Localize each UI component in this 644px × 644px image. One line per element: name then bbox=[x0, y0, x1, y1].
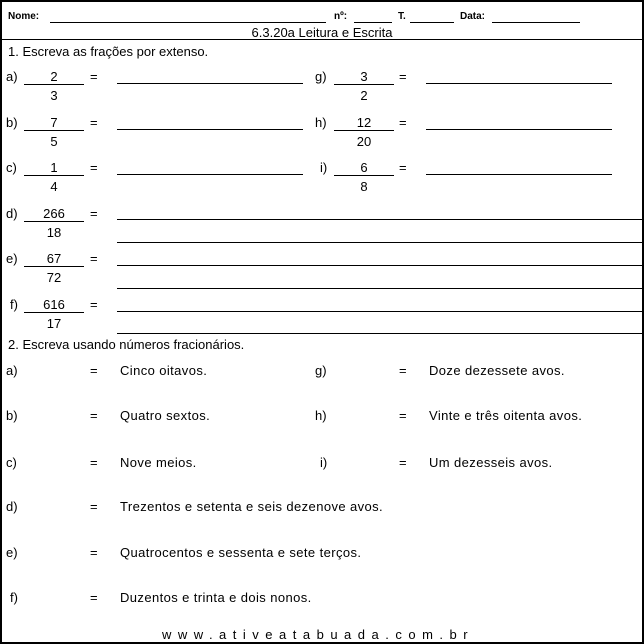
frac-a-equals: = bbox=[90, 69, 98, 84]
frac-e-numerator: 67 bbox=[46, 251, 62, 266]
section2-instruction: 2. Escreva usando números fracionários. bbox=[8, 337, 245, 352]
nome-label: Nome: bbox=[8, 11, 40, 22]
frac-e-answer-line-1[interactable] bbox=[117, 265, 642, 266]
footer-website: www.ativeatabuada.com.br bbox=[162, 627, 475, 642]
frac-h-bar bbox=[334, 130, 394, 131]
frac-f-numerator: 616 bbox=[43, 297, 65, 312]
frac-a-label: a) bbox=[6, 69, 18, 84]
word-e-label: e) bbox=[6, 545, 18, 560]
frac-a-numerator: 2 bbox=[50, 69, 58, 84]
data-line bbox=[492, 22, 580, 23]
frac-i-denominator: 8 bbox=[360, 179, 368, 194]
word-i-text: Um dezesseis avos. bbox=[429, 455, 553, 470]
frac-a-denominator: 3 bbox=[50, 88, 58, 103]
title-divider bbox=[2, 39, 642, 40]
frac-g-denominator: 2 bbox=[360, 88, 368, 103]
section1-instruction: 1. Escreva as frações por extenso. bbox=[8, 44, 209, 59]
frac-d-equals: = bbox=[90, 206, 98, 221]
frac-f-answer-line-2[interactable] bbox=[117, 333, 642, 334]
frac-c-bar bbox=[24, 175, 84, 176]
word-a-label: a) bbox=[6, 363, 18, 378]
word-d-equals: = bbox=[90, 499, 98, 514]
frac-i-numerator: 6 bbox=[360, 160, 368, 175]
frac-c-label: c) bbox=[6, 160, 17, 175]
frac-b-label: b) bbox=[6, 115, 18, 130]
frac-c-answer-line[interactable] bbox=[117, 174, 303, 175]
frac-h-equals: = bbox=[399, 115, 407, 130]
word-b-equals: = bbox=[90, 408, 98, 423]
frac-c-denominator: 4 bbox=[50, 179, 58, 194]
word-h-label: h) bbox=[315, 408, 327, 423]
frac-c-numerator: 1 bbox=[50, 160, 58, 175]
frac-b-bar bbox=[24, 130, 84, 131]
frac-d-bar bbox=[24, 221, 84, 222]
word-e-text: Quatrocentos e sessenta e sete terços. bbox=[120, 545, 362, 560]
frac-i-equals: = bbox=[399, 160, 407, 175]
frac-e-bar bbox=[24, 266, 84, 267]
word-f-equals: = bbox=[90, 590, 98, 605]
word-c-label: c) bbox=[6, 455, 17, 470]
numero-label: nº: bbox=[334, 11, 348, 22]
turma-line bbox=[410, 22, 454, 23]
nome-line bbox=[50, 22, 326, 23]
word-a-text: Cinco oitavos. bbox=[120, 363, 208, 378]
frac-f-denominator: 17 bbox=[46, 316, 62, 331]
frac-h-answer-line[interactable] bbox=[426, 129, 612, 130]
numero-line bbox=[354, 22, 392, 23]
word-c-equals: = bbox=[90, 455, 98, 470]
word-f-label: f) bbox=[10, 590, 18, 605]
frac-d-answer-line-2[interactable] bbox=[117, 242, 642, 243]
frac-h-numerator: 12 bbox=[356, 115, 372, 130]
frac-e-answer-line-2[interactable] bbox=[117, 288, 642, 289]
frac-e-label: e) bbox=[6, 251, 18, 266]
frac-i-bar bbox=[334, 175, 394, 176]
word-g-equals: = bbox=[399, 363, 407, 378]
page-title: 6.3.20a Leitura e Escrita bbox=[251, 25, 393, 40]
frac-d-denominator: 18 bbox=[46, 225, 62, 240]
word-a-equals: = bbox=[90, 363, 98, 378]
frac-f-answer-line-1[interactable] bbox=[117, 311, 642, 312]
word-h-equals: = bbox=[399, 408, 407, 423]
frac-b-numerator: 7 bbox=[50, 115, 58, 130]
frac-c-equals: = bbox=[90, 160, 98, 175]
frac-b-equals: = bbox=[90, 115, 98, 130]
data-label: Data: bbox=[460, 11, 486, 22]
frac-d-label: d) bbox=[6, 206, 18, 221]
word-i-label: i) bbox=[320, 455, 328, 470]
word-i-equals: = bbox=[399, 455, 407, 470]
frac-h-label: h) bbox=[315, 115, 327, 130]
frac-e-equals: = bbox=[90, 251, 98, 266]
frac-g-numerator: 3 bbox=[360, 69, 368, 84]
frac-g-answer-line[interactable] bbox=[426, 83, 612, 84]
word-c-text: Nove meios. bbox=[120, 455, 197, 470]
frac-i-label: i) bbox=[320, 160, 328, 175]
word-g-text: Doze dezessete avos. bbox=[429, 363, 565, 378]
frac-f-label: f) bbox=[10, 297, 18, 312]
frac-g-label: g) bbox=[315, 69, 327, 84]
word-h-text: Vinte e três oitenta avos. bbox=[429, 408, 583, 423]
turma-label: T. bbox=[398, 11, 406, 22]
word-f-text: Duzentos e trinta e dois nonos. bbox=[120, 590, 312, 605]
word-d-label: d) bbox=[6, 499, 18, 514]
frac-h-denominator: 20 bbox=[356, 134, 372, 149]
frac-d-answer-line-1[interactable] bbox=[117, 219, 642, 220]
word-g-label: g) bbox=[315, 363, 327, 378]
frac-f-equals: = bbox=[90, 297, 98, 312]
frac-e-denominator: 72 bbox=[46, 270, 62, 285]
word-d-text: Trezentos e setenta e seis dezenove avos. bbox=[120, 499, 384, 514]
frac-a-bar bbox=[24, 84, 84, 85]
frac-f-bar bbox=[24, 312, 84, 313]
word-e-equals: = bbox=[90, 545, 98, 560]
frac-b-answer-line[interactable] bbox=[117, 129, 303, 130]
frac-a-answer-line[interactable] bbox=[117, 83, 303, 84]
frac-i-answer-line[interactable] bbox=[426, 174, 612, 175]
frac-g-bar bbox=[334, 84, 394, 85]
frac-b-denominator: 5 bbox=[50, 134, 58, 149]
word-b-text: Quatro sextos. bbox=[120, 408, 211, 423]
frac-g-equals: = bbox=[399, 69, 407, 84]
word-b-label: b) bbox=[6, 408, 18, 423]
frac-d-numerator: 266 bbox=[43, 206, 65, 221]
